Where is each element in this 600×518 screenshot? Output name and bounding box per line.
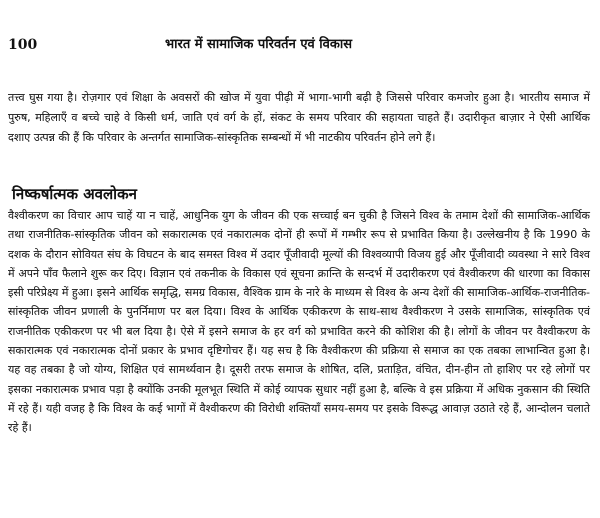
- paragraph-text: तत्त्व घुस गया है। रोज़गार एवं शिक्षा के अवसरों की खोज में युवा पीढ़ी में भागा-भागी बढ़ी है जिससे परिवार कमजोर हुआ है। भारतीय समाज में पुरुष, महिलाएँ व बच्चे चाहे वे किसी धर्म, जाति एवं वर्ग के हों, संकट के समय परिवार की सहायता चाहते हैं। उदारीकृत बाज़ार ने ऐसी आर्थिक दशाए उत्पन्न की हैं कि परिवार के अन्तर्गत सामाजिक-सांस्कृतिक सम्बन्धों में भी नाटकीय परिवर्तन होने लगे हैं।: [8, 91, 590, 144]
- paragraph-text: वैश्वीकरण का विचार आप चाहें या न चाहें, आधुनिक युग के जीवन की एक सच्चाई बन चुकी है जिसने विश्व के तमाम देशों की सामाजिक-आर्थिक तथा राजनीतिक-सांस्कृतिक जीवन को सकारात्मक एवं नकारात्मक दोनों ही रूपों में गम्भीर रूप से प्रभावित किया है। उल्लेखनीय है कि 1990 के दशक के दौरान सोवियत संघ के विघटन के बाद समस्त विश्व में उदार पूँजीवादी मूल्यों की विश्वव्यापी विजय हुई और पूँजीवादी व्यवस्था ने सारे विश्व में अपने पाँव फैलाने शुरू कर दिए। विज्ञान एवं तकनीक के विकास एवं सूचना क्रान्ति के सन्दर्भ में उदारीकरण एवं वैश्वीकरण की धारणा का विकास इसी परिप्रेक्ष्य में हुआ। इसने आर्थिक समृद्धि, समग्र विकास, वैश्विक ग्राम के नारे के माध्यम से विश्व के अन्य देशों की सामाजिक-आर्थिक-राजनीतिक-सांस्कृतिक जीवन प्रणाली के पुनर्निमाण पर बल दिया। विश्व के आर्थिक एकीकरण के साथ-साथ वैश्वीकरण ने उसके सामाजिक, सांस्कृतिक एवं राजनीतिक एकीकरण पर भी बल दिया है। ऐसे में इसने समाज के हर वर्ग को प्रभावित करने की कोशिश की है। लोगों के जीवन पर वैश्वीकरण के सकारात्मक एवं नकारात्मक दोनों प्रकार के प्रभाव दृष्टिगोचर हैं। यह सच है कि वैश्वीकरण की प्रक्रिया से समाज का एक तबका लाभान्वित हुआ है। यह वह तबका है जो योग्य, शिक्षित एवं सामर्थ्यवान है। दूसरी तरफ समाज के शोषित, दलि, प्रताड़ित, वंचित, दीन-हीन तो हाशिए पर रहे लोगों पर इसका नकारात्मक प्रभाव पड़ा है क्योंकि उनकी मूलभूत स्थिति में कोई व्यापक सुधार नहीं हुआ है, बल्कि वे इस प्रक्रिया में अधिक नुकसान की स्थिति में रहे हैं। यही वजह है कि विश्व के कई भागों में वैश्वीकरण की विरोधी शक्तियाँ समय-समय पर इसके विरूद्ध आवाज़ उठाते रहे हैं, आन्दोलन चलाते रहे हैं।: [8, 209, 590, 435]
- section-heading: निष्कर्षात्मक अवलोकन: [12, 185, 137, 203]
- running-header: भारत में सामाजिक परिवर्तन एवं विकास: [165, 37, 353, 52]
- body-paragraph-1: [8, 88, 590, 148]
- body-paragraph-2: [8, 206, 590, 438]
- page-number: 100: [8, 37, 38, 53]
